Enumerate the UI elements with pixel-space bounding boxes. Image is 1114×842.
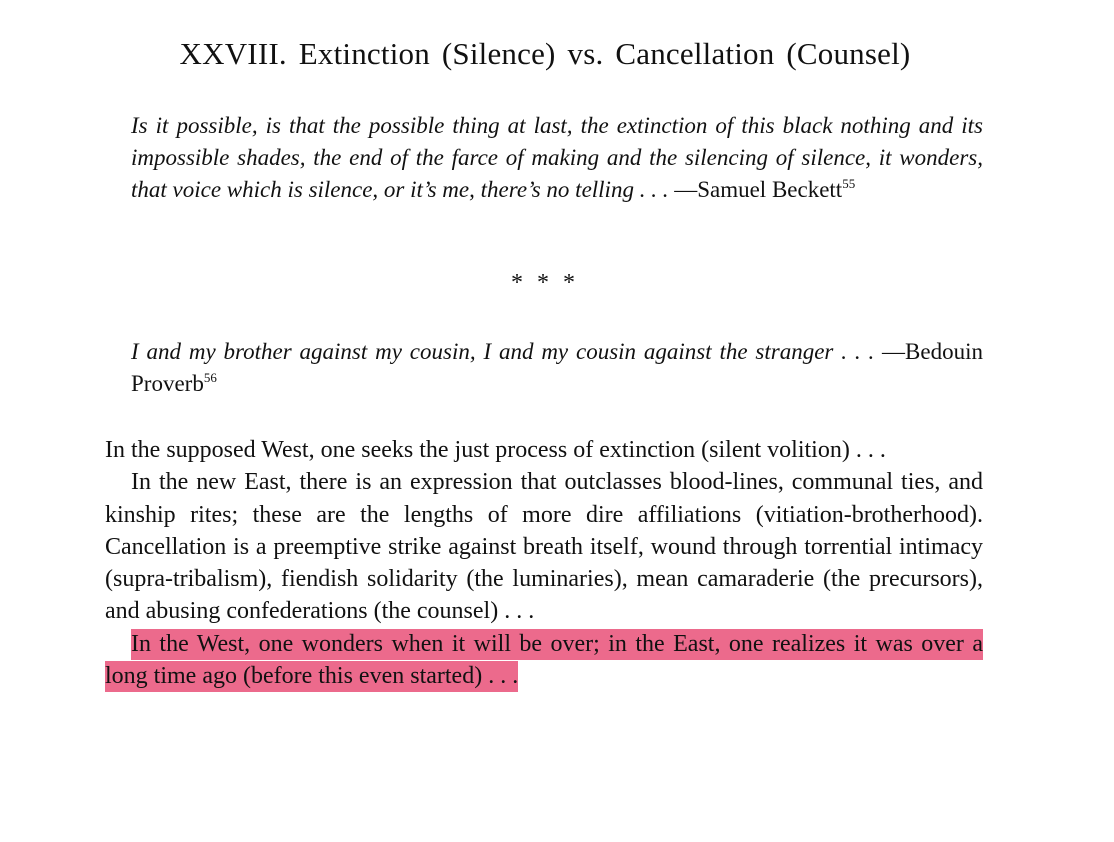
section-title: XXVIII. Extinction (Silence) vs. Cancellation (Counsel) bbox=[179, 36, 911, 71]
text-highlight[interactable]: In the West, one wonders when it will be over; in the East, one realizes it was over a long time ago (before this even started) . . . bbox=[105, 629, 983, 692]
epigraph-quote: Is it possible, is that the possible thing at last, the extinction of this black nothing and its impossible shades, the end of the farce of making and the silencing of silence, it wonders, that voice which is silence, or it’s me, there’s no telling . . . bbox=[131, 113, 983, 202]
epigraph-attribution: —Samuel Beckett bbox=[668, 177, 843, 202]
epigraph-quote: I and my brother against my cousin, I and my cousin against the stranger . . . bbox=[131, 339, 875, 364]
epigraph-beckett bbox=[131, 110, 983, 206]
paragraph: In the new East, there is an expression that outclasses blood-lines, communal ties, and kinship rites; these are the lengths of more dire affiliations (vitiation-brotherhood). Cancellation is a preemptive strike against breath itself, wound through torrential intimacy (supra-tribalism), fiendish solidarity (the luminaries), mean camaraderie (the precursors), and abusing confederations (the counsel) . . . bbox=[105, 469, 983, 625]
epigraph-attribution: —Bedouin Proverb bbox=[131, 339, 983, 396]
highlighted-paragraph[interactable] bbox=[105, 628, 983, 693]
body-text bbox=[105, 434, 983, 692]
paragraph: In the supposed West, one seeks the just process of extinction (silent volition) . . . bbox=[105, 437, 886, 463]
epigraph-proverb bbox=[131, 336, 983, 400]
footnote-marker[interactable]: 55 bbox=[842, 176, 856, 191]
section-divider: * * * bbox=[511, 270, 579, 296]
footnote-marker[interactable]: 56 bbox=[203, 370, 217, 385]
